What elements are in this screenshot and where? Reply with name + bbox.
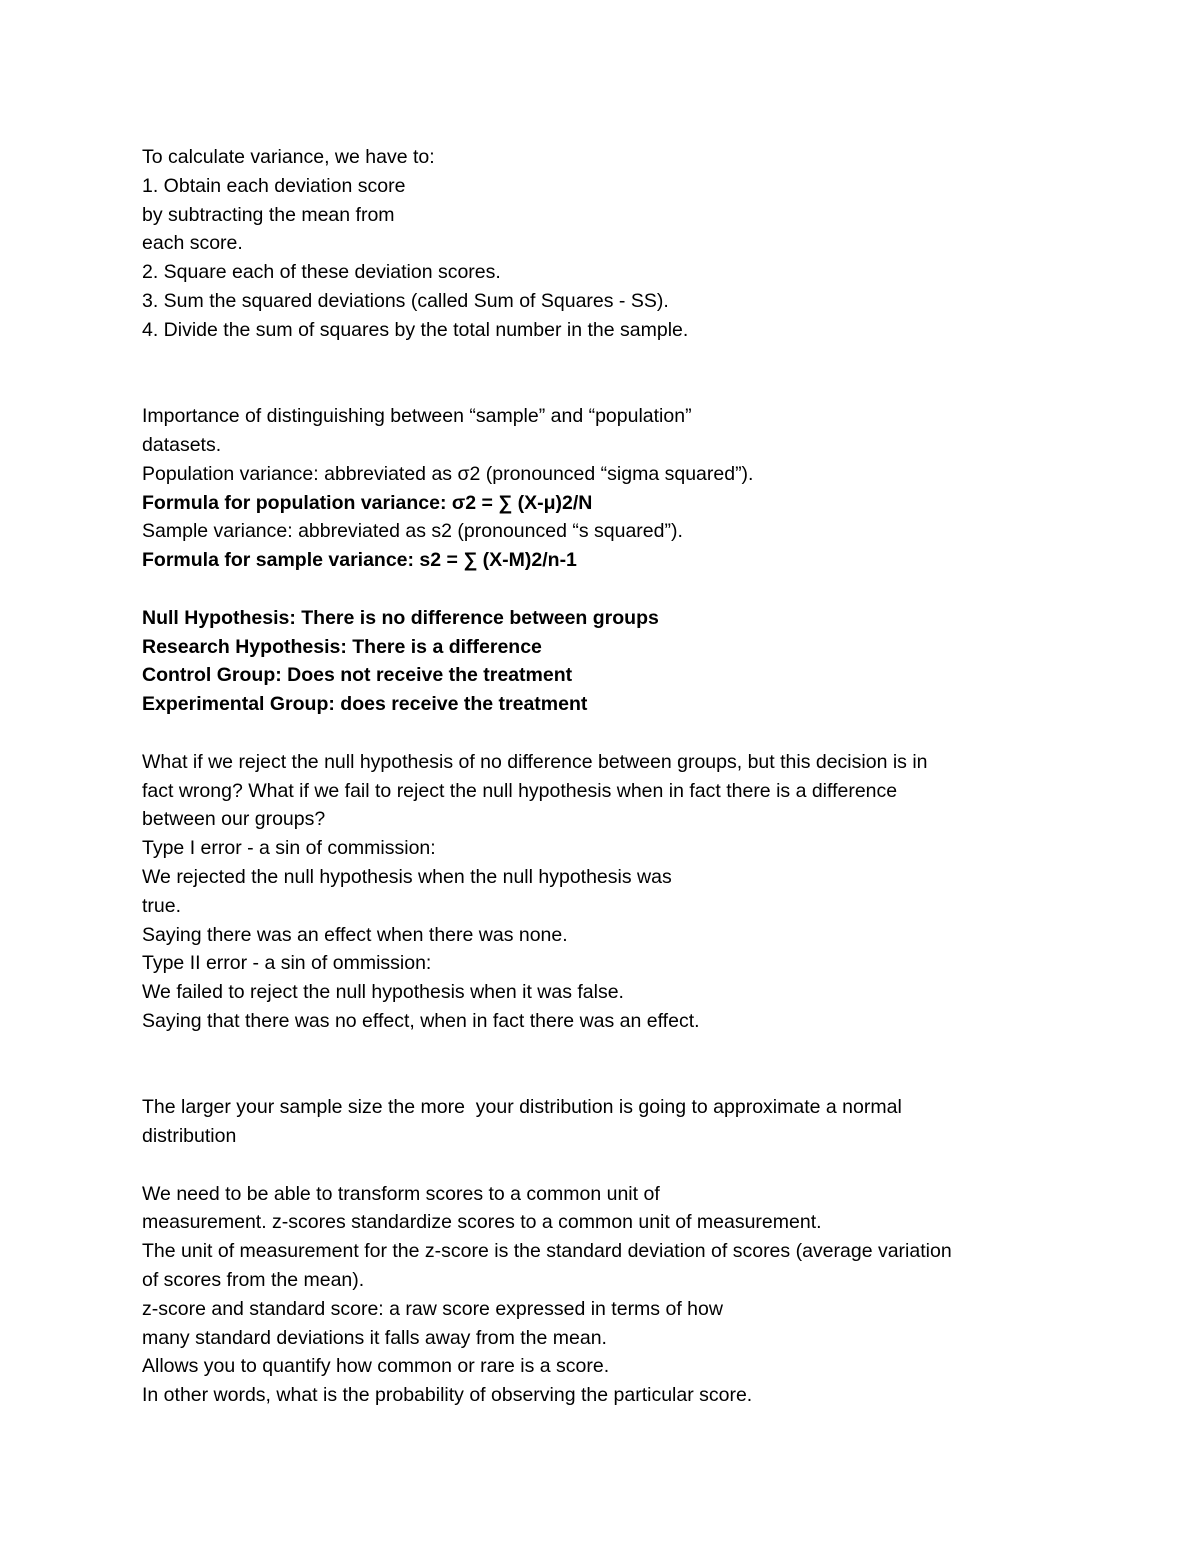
variance-step-2: 2. Square each of these deviation scores. xyxy=(142,261,501,284)
zscore-line-5: z-score and standard score: a raw score expressed in terms of how xyxy=(142,1297,723,1320)
type1-line-c: Saying there was an effect when there was none. xyxy=(142,923,568,946)
zscore-line-8: In other words, what is the probability of observing the particular score. xyxy=(142,1384,753,1407)
sample-formula: Formula for sample variance: s2 = ∑ (X-M)2/n-1 xyxy=(142,549,577,572)
spacer xyxy=(142,575,1082,604)
type2-line-a: We failed to reject the null hypothesis when it was false. xyxy=(142,981,624,1004)
type1-line-b: true. xyxy=(142,894,182,917)
sample-variance: Sample variance: abbreviated as s2 (pronounced “s squared”). xyxy=(142,520,683,543)
zscore-line-7: Allows you to quantify how common or rare is a score. xyxy=(142,1355,610,1378)
spacer xyxy=(142,1065,1082,1094)
spacer xyxy=(142,373,1082,402)
zscore-line-3: The unit of measurement for the z-score is the standard deviation of scores (average variation xyxy=(142,1240,952,1263)
error-question-b: fact wrong? What if we fail to reject the null hypothesis when in fact there is a difference xyxy=(142,779,898,802)
variance-step-1a: 1. Obtain each deviation score xyxy=(142,174,406,197)
importance-line-b: datasets. xyxy=(142,433,222,456)
sample-size-line-b: distribution xyxy=(142,1125,237,1148)
error-question-c: between our groups? xyxy=(142,808,326,831)
type2-title: Type II error - a sin of ommission: xyxy=(142,952,432,975)
zscore-line-4: of scores from the mean). xyxy=(142,1269,365,1292)
zscore-line-2: measurement. z-scores standardize scores to a common unit of measurement. xyxy=(142,1211,822,1234)
importance-line-a: Importance of distinguishing between “sample” and “population” xyxy=(142,405,692,428)
variance-step-1b: by subtracting the mean from xyxy=(142,203,395,226)
document-body xyxy=(142,143,1082,1410)
population-variance: Population variance: abbreviated as σ2 (pronounced “sigma squared”). xyxy=(142,462,754,485)
research-hypothesis: Research Hypothesis: There is a difference xyxy=(142,635,542,658)
population-formula: Formula for population variance: σ2 = ∑ (X-μ)2/N xyxy=(142,491,593,514)
zscore-line-6: many standard deviations it falls away from the mean. xyxy=(142,1326,607,1349)
type1-line-a: We rejected the null hypothesis when the null hypothesis was xyxy=(142,865,672,888)
null-hypothesis: Null Hypothesis: There is no difference between groups xyxy=(142,606,659,629)
variance-step-4: 4. Divide the sum of squares by the total number in the sample. xyxy=(142,318,689,341)
variance-step-3: 3. Sum the squared deviations (called Sum of Squares - SS). xyxy=(142,289,669,312)
spacer xyxy=(142,345,1082,374)
spacer xyxy=(142,719,1082,748)
spacer xyxy=(142,1036,1082,1065)
type1-title: Type I error - a sin of commission: xyxy=(142,837,436,860)
control-group: Control Group: Does not receive the treatment xyxy=(142,664,573,687)
spacer xyxy=(142,1151,1082,1180)
error-question-a: What if we reject the null hypothesis of no difference between groups, but this decision is in xyxy=(142,750,928,773)
variance-intro: To calculate variance, we have to: xyxy=(142,146,435,168)
sample-size-line-a: The larger your sample size the more your distribution is going to approximate a normal xyxy=(142,1096,902,1119)
type2-line-b: Saying that there was no effect, when in fact there was an effect. xyxy=(142,1009,700,1032)
experimental-group: Experimental Group: does receive the treatment xyxy=(142,693,588,716)
variance-step-1c: each score. xyxy=(142,232,243,255)
zscore-line-1: We need to be able to transform scores to a common unit of xyxy=(142,1182,660,1205)
